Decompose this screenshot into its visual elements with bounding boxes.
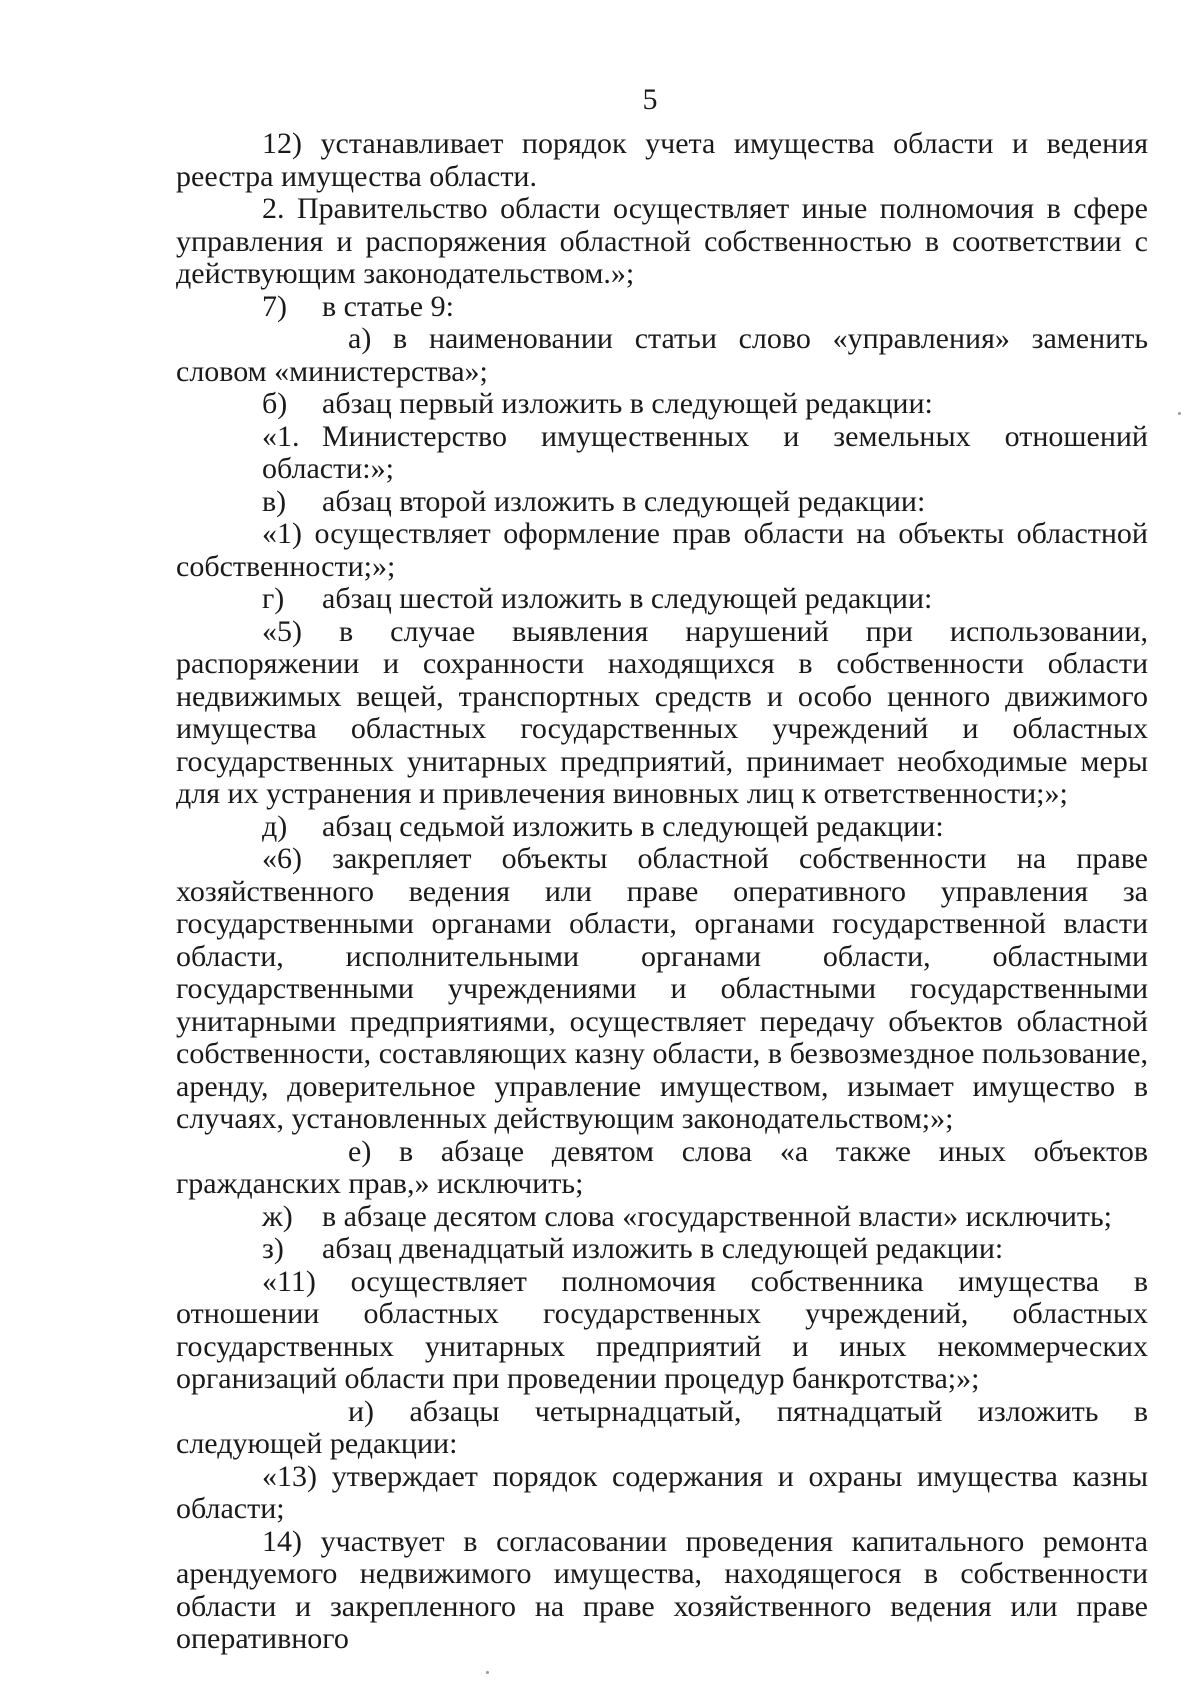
list-item-b [176, 388, 1148, 421]
list-marker: «1. [262, 419, 300, 453]
quoted-paragraph-13: «13) утверждает порядок содержания и охраны имущества казны области; [176, 1459, 1148, 1525]
page-number: 5 [642, 83, 658, 116]
list-marker: в) [262, 484, 287, 518]
list-marker: а) [348, 322, 372, 355]
list-item-e [176, 1136, 1148, 1201]
list-item-text: в абзаце десятом слова «государственной власти» исключить; [322, 1199, 1113, 1233]
list-item-i [176, 1396, 1148, 1461]
list-marker: з) [262, 1232, 284, 1265]
list-item-v [176, 486, 1148, 519]
list-item-g [176, 583, 1148, 616]
list-marker: 7) [262, 289, 287, 323]
list-item-7 [176, 291, 1148, 324]
list-marker: е) [348, 1134, 372, 1168]
list-item-text: в абзаце девятом слова «а также иных объектов гражданских прав,» исключить; [176, 1134, 1148, 1200]
list-item-z [176, 1233, 1148, 1266]
list-item-text: абзац седьмой изложить в следующей редакции: [322, 809, 944, 843]
document-body [176, 128, 1148, 1656]
list-item-d [176, 811, 1148, 844]
quoted-item-1 [176, 421, 1148, 486]
list-marker: и) [348, 1394, 375, 1428]
list-marker: г) [262, 582, 285, 615]
list-item-a [176, 323, 1148, 388]
list-item-text: абзац шестой изложить в следующей редакции: [322, 582, 933, 615]
list-item-text: абзац двенадцатый изложить в следующей редакции: [322, 1232, 1004, 1265]
list-marker: б) [262, 387, 288, 420]
quoted-paragraph-1: «1) осуществляет оформление прав области на объекты областной собственности;»; [176, 517, 1148, 583]
quoted-paragraph-5: «5) в случае выявления нарушений при использовании, распоряжении и сохранности находящихся в собственности области недвижимых вещей, транспортных средств и особо ценного движимого имущества областных государственных учреждений и областных государственных унитарных предприятий, принимает необходимые меры для их устранения и привлечения виновных лиц к ответственности;»; [176, 614, 1148, 810]
list-item-text: абзац первый изложить в следующей редакции: [322, 387, 933, 420]
list-item-text: абзацы четырнадцатый, пятнадцатый изложить в следующей редакции: [176, 1394, 1149, 1460]
paragraph-14: 14) участвует в согласовании проведения капитального ремонта арендуемого недвижимого имущества, находящегося в собственности области и закрепленного на праве хозяйственного ведения или праве оперативного [176, 1524, 1148, 1655]
scan-speck [1178, 412, 1181, 415]
list-item-zh [176, 1201, 1148, 1234]
quoted-paragraph-6: «6) закрепляет объекты областной собственности на праве хозяйственного ведения или праве оперативного управления за государственными органами области, органами государственной власти области, исполнительными органами области, областными государственными учреждениями и областными государственными унитарными предприятиями, осуществляет передачу объектов областной собственности, составляющих казну области, в безвозмездное пользование, аренду, доверительное управление имуществом, изымает имущество в случаях, установленных действующим законодательством;»; [176, 842, 1148, 1135]
list-marker: ж) [262, 1199, 293, 1233]
list-item-text: абзац второй изложить в следующей редакции: [322, 484, 926, 518]
quoted-paragraph-11: «11) осуществляет полномочия собственника имущества в отношении областных государственных учреждений, областных государственных унитарных предприятий и иных некоммерческих организаций области при проведении процедур банкротства;»; [176, 1264, 1148, 1395]
paragraph-clause-2: 2. Правительство области осуществляет иные полномочия в сфере управления и распоряжения областной собственностью в соответствии с действующим законодательством.»; [176, 192, 1148, 290]
list-item-text: в наименовании статьи слово «управления» заменить словом «министерства»; [176, 322, 1148, 388]
paragraph-item-12: 12) устанавливает порядок учета имущества области и ведения реестра имущества области. [176, 127, 1148, 193]
list-item-text: Министерство имущественных и земельных отношений области:»; [262, 419, 1148, 485]
list-item-text: в статье 9: [322, 289, 454, 323]
scan-speck [486, 1671, 489, 1674]
list-marker: д) [262, 809, 288, 843]
